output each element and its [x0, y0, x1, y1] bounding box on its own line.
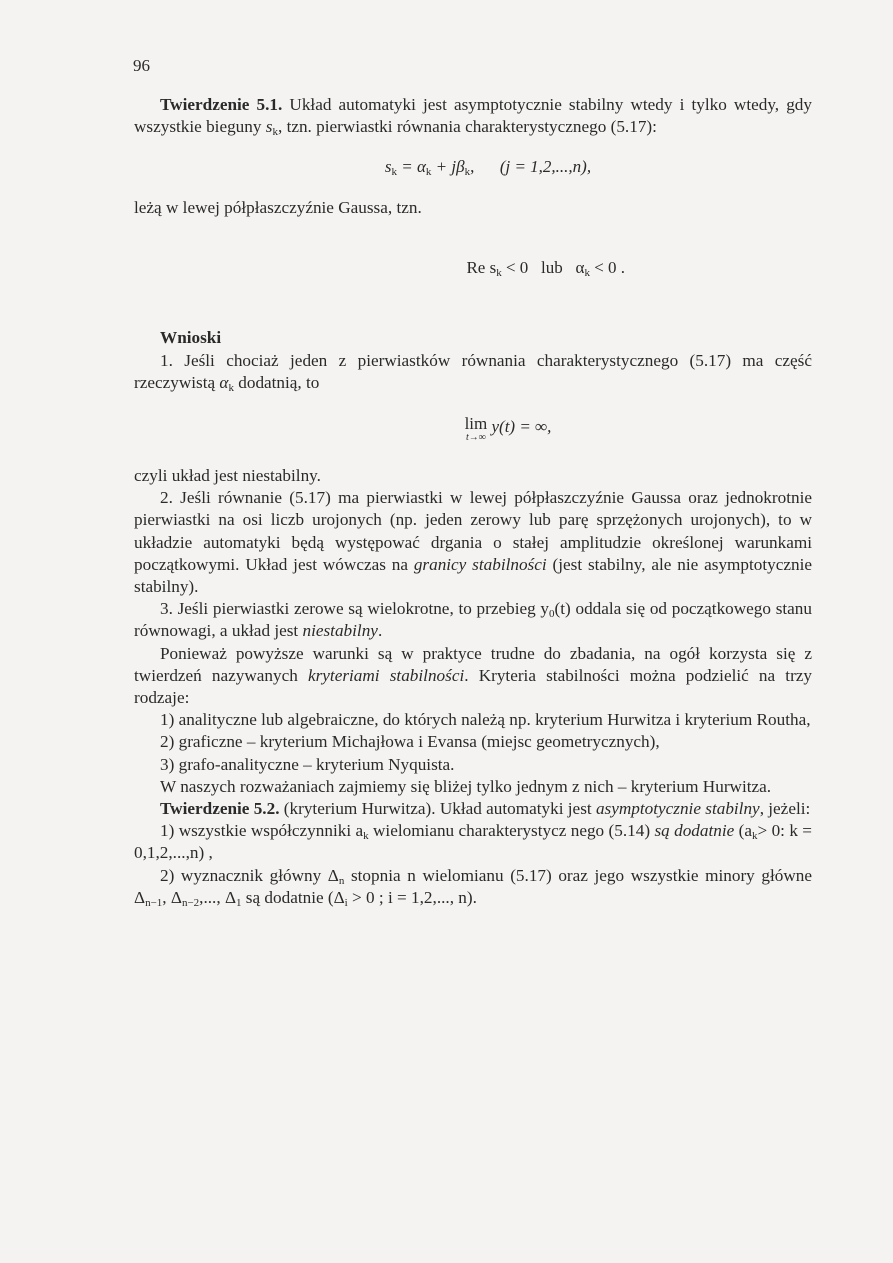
theorem-5-1: Twierdzenie 5.1. Układ automatyki jest asymptotycznie stabilny wtedy i tylko wtedy, gdy wszystkie bieguny $s_k$, tzn. pierwiastki równania charakterystycznego (5.17): — [134, 95, 812, 139]
conclusion-3: 3. Jeśli pierwiastki zerowe są wielokrotne, to przebieg $y_0(t)$ oddala się od początkowego stanu równowagi, a układ jest niestabilny. — [134, 599, 812, 641]
criteria-item-3: 3) grafo-analityczne – kryterium Nyquista. — [160, 754, 455, 774]
hurwitz-condition-2: 2) wyznacznik główny $\Delta_n$ stopnia n wielomianu (5.17) oraz jego wszystkie minory główne $\Delta_{n-1}$, $\Delta_{n-2}$,..., $\Delta_1$ są dodatnie ($\Delta_i > 0$ ; i = 1,2,..., n). — [134, 865, 812, 909]
equation-poles: $s_k = \alpha_k + j\beta_k$, (j = 1,2,...,n), — [384, 157, 592, 179]
conclusion-2: 2. Jeśli równanie (5.17) ma pierwiastki w lewej półpłaszczyźnie Gaussa oraz jednokrotnie pierwiastki na osi liczb urojonych (np. jeden zerowy lub parę sprzężonych urojonych), to w układzie automatyki będą występować drgania o stałej amplitudzie określonej warunkami początkowymi. Układ jest wówczas na granicy stabilności (jest stabilny, ale nie asymptotycznie stabilny). — [134, 488, 812, 597]
theorem-5-1-label: Twierdzenie 5.1. — [160, 95, 283, 114]
conclusion-1: 1. Jeśli chociaż jeden z pierwiastków równania charakterystycznego (5.17) ma część rzeczywistą $\alpha_k$ dodatnią, to — [134, 350, 812, 394]
theorem-5-2-label: Twierdzenie 5.2. — [160, 799, 280, 819]
equation-limit: lim t→∞ y(t) = ∞, — [464, 414, 552, 444]
criteria-item-1: 1) analityczne lub algebraiczne, do których należą np. kryterium Hurwitza i kryterium Routha, — [160, 710, 811, 730]
criteria-intro: Ponieważ powyższe warunki są w praktyce trudne do zbadania, na ogół korzysta się z twierdzeń nazywanych kryteriami stabilności. Kryteria stabilności można podzielić na trzy rodzaje: — [134, 643, 813, 708]
page-number: 96 — [133, 56, 150, 75]
theorem-5-2: Twierdzenie 5.2. (kryterium Hurwitza). Układ automatyki jest asymptotycznie stabilny, jeżeli: — [160, 799, 811, 819]
page-body — [134, 94, 812, 909]
criteria-focus: W naszych rozważaniach zajmiemy się bliżej tylko jednym z nich – kryterium Hurwitza. — [160, 776, 772, 796]
hurwitz-condition-1: 1) wszystkie współczynniki $a_k$ wielomianu charakterystycz nego (5.14) są dodatnie ($a_k> 0$: k = 0,1,2,...,n) , — [134, 821, 812, 863]
after-equation-text: leżą w lewej półpłaszczyźnie Gaussa, tzn. — [134, 197, 422, 217]
conclusion-1-result: czyli układ jest niestabilny. — [134, 466, 321, 486]
conclusions-heading: Wnioski — [160, 328, 222, 348]
equation-condition: Re $s_k < 0$ lub $\alpha_k < 0$ . — [466, 258, 626, 280]
criteria-item-2: 2) graficzne – kryterium Michajłowa i Evansa (miejsc geometrycznych), — [160, 732, 660, 752]
